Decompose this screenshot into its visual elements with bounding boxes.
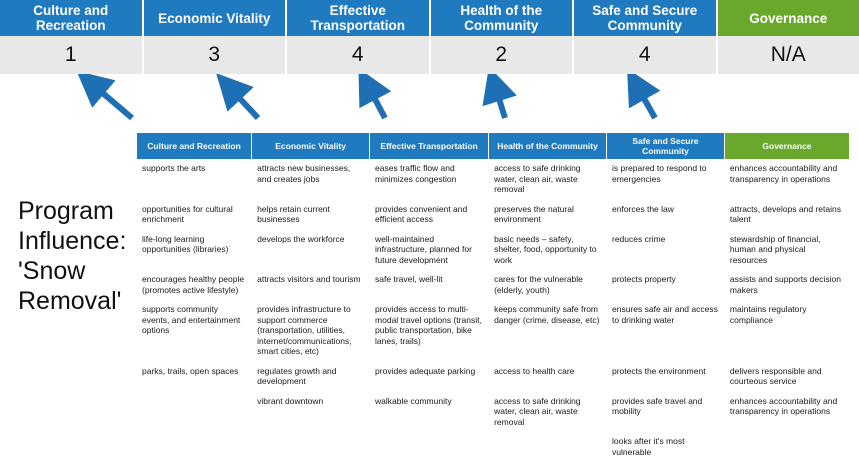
table-row bbox=[137, 199, 849, 229]
matrix-cell-r4-c1: encourages healthy people (promotes active lifestyle) bbox=[137, 270, 252, 300]
matrix-cell-r6-c5: protects the environment bbox=[607, 361, 725, 391]
matrix-cell-r3-c6: stewardship of financial, human and physical resources bbox=[724, 229, 849, 270]
matrix-cell-r2-c5: enforces the law bbox=[607, 199, 725, 229]
matrix-cell-r2-c1: opportunities for cultural enrichment bbox=[137, 199, 252, 229]
table-row bbox=[137, 361, 849, 391]
table-row bbox=[137, 270, 849, 300]
matrix-cell-r1-c6: enhances accountability and transparency in operations bbox=[724, 159, 849, 199]
matrix-cell-r8-c5: looks after it's most vulnerable bbox=[607, 432, 725, 462]
matrix-cell-r6-c3: provides adequate parking bbox=[370, 361, 489, 391]
matrix-cell-r8-c1 bbox=[137, 432, 252, 462]
matrix-column-header-6: Governance bbox=[724, 133, 849, 159]
matrix-cell-r3-c1: life-long learning opportunities (libraries) bbox=[137, 229, 252, 270]
arrow-3 bbox=[368, 86, 385, 118]
matrix-cell-r5-c2: provides infrastructure to support commerce (transportation, utilities, internet/communications, smart cities, etc) bbox=[252, 300, 370, 362]
matrix-cell-r1-c4: access to safe drinking water, clean air, waste removal bbox=[489, 159, 607, 199]
page-title: Program Influence: 'Snow Removal' bbox=[18, 197, 127, 315]
matrix-cell-r2-c2: helps retain current businesses bbox=[252, 199, 370, 229]
arrow-2 bbox=[230, 88, 258, 118]
outcome-score-5: 4 bbox=[574, 36, 718, 74]
strategic-outcomes-score-band bbox=[0, 36, 859, 74]
matrix-cell-r4-c6: assists and supports decision makers bbox=[724, 270, 849, 300]
matrix-cell-r4-c5: protects property bbox=[607, 270, 725, 300]
matrix-header-row bbox=[137, 133, 849, 159]
matrix-cell-r7-c5: provides safe travel and mobility bbox=[607, 391, 725, 432]
table-row bbox=[137, 159, 849, 199]
matrix-cell-r3-c4: basic needs – safety, shelter, food, opportunity to work bbox=[489, 229, 607, 270]
matrix-cell-r1-c2: attracts new businesses, and creates jobs bbox=[252, 159, 370, 199]
matrix-cell-r7-c6: enhances accountability and transparency in operations bbox=[724, 391, 849, 432]
matrix-cell-r7-c3: walkable community bbox=[370, 391, 489, 432]
table-row bbox=[137, 300, 849, 362]
outcome-header-3: Effective Transportation bbox=[287, 0, 431, 36]
matrix-cell-r4-c3: safe travel, well-lit bbox=[370, 270, 489, 300]
matrix-cell-r4-c2: attracts visitors and tourism bbox=[252, 270, 370, 300]
matrix-column-header-1: Culture and Recreation bbox=[137, 133, 252, 159]
matrix-cell-r6-c1: parks, trails, open spaces bbox=[137, 361, 252, 391]
outcomes-matrix-table bbox=[137, 133, 849, 462]
matrix-cell-r3-c3: well-maintained infrastructure, planned for future development bbox=[370, 229, 489, 270]
matrix-cell-r5-c4: keeps community safe from danger (crime, disease, etc) bbox=[489, 300, 607, 362]
matrix-body bbox=[137, 159, 849, 462]
outcome-header-6: Governance bbox=[718, 0, 859, 36]
matrix-cell-r5-c3: provides access to multi-modal travel options (transit, public transportation, bike lanes, trails) bbox=[370, 300, 489, 362]
outcome-header-1: Culture and Recreation bbox=[0, 0, 144, 36]
matrix-cell-r8-c6 bbox=[724, 432, 849, 462]
matrix-cell-r1-c3: eases traffic flow and minimizes congestion bbox=[370, 159, 489, 199]
table-row bbox=[137, 229, 849, 270]
matrix-cell-r6-c6: delivers responsible and courteous service bbox=[724, 361, 849, 391]
table-row bbox=[137, 391, 849, 432]
matrix-cell-r8-c3 bbox=[370, 432, 489, 462]
outcome-header-4: Health of the Community bbox=[431, 0, 575, 36]
matrix-cell-r6-c2: regulates growth and development bbox=[252, 361, 370, 391]
matrix-cell-r1-c1: supports the arts bbox=[137, 159, 252, 199]
matrix-cell-r5-c5: ensures safe air and access to drinking water bbox=[607, 300, 725, 362]
matrix-cell-r5-c6: maintains regulatory compliance bbox=[724, 300, 849, 362]
outcome-score-3: 4 bbox=[287, 36, 431, 74]
arrow-5 bbox=[637, 86, 655, 118]
matrix-cell-r8-c4 bbox=[489, 432, 607, 462]
matrix-column-header-4: Health of the Community bbox=[489, 133, 607, 159]
matrix-cell-r7-c2: vibrant downtown bbox=[252, 391, 370, 432]
outcome-score-1: 1 bbox=[0, 36, 144, 74]
influence-arrows bbox=[0, 74, 859, 136]
outcome-header-2: Economic Vitality bbox=[144, 0, 288, 36]
matrix-cell-r2-c3: provides convenient and efficient access bbox=[370, 199, 489, 229]
matrix-cell-r7-c1 bbox=[137, 391, 252, 432]
matrix-cell-r6-c4: access to health care bbox=[489, 361, 607, 391]
matrix-cell-r7-c4: access to safe drinking water, clean air, waste removal bbox=[489, 391, 607, 432]
matrix-cell-r2-c4: preserves the natural environment bbox=[489, 199, 607, 229]
matrix-cell-r4-c4: cares for the vulnerable (elderly, youth) bbox=[489, 270, 607, 300]
matrix-cell-r2-c6: attracts, develops and retains talent bbox=[724, 199, 849, 229]
matrix-column-header-5: Safe and Secure Community bbox=[607, 133, 725, 159]
matrix-cell-r5-c1: supports community events, and entertainment options bbox=[137, 300, 252, 362]
matrix-column-header-3: Effective Transportation bbox=[370, 133, 489, 159]
arrow-4 bbox=[495, 86, 505, 118]
strategic-outcomes-header-band bbox=[0, 0, 859, 36]
outcome-header-5: Safe and Secure Community bbox=[574, 0, 718, 36]
table-row bbox=[137, 432, 849, 462]
matrix-cell-r3-c2: develops the workforce bbox=[252, 229, 370, 270]
outcome-score-2: 3 bbox=[144, 36, 288, 74]
matrix-column-header-2: Economic Vitality bbox=[252, 133, 370, 159]
outcome-score-4: 2 bbox=[431, 36, 575, 74]
outcome-score-6: N/A bbox=[770, 43, 806, 66]
arrow-1 bbox=[92, 84, 132, 118]
matrix-cell-r1-c5: is prepared to respond to emergencies bbox=[607, 159, 725, 199]
matrix-cell-r3-c5: reduces crime bbox=[607, 229, 725, 270]
matrix-cell-r8-c2 bbox=[252, 432, 370, 462]
